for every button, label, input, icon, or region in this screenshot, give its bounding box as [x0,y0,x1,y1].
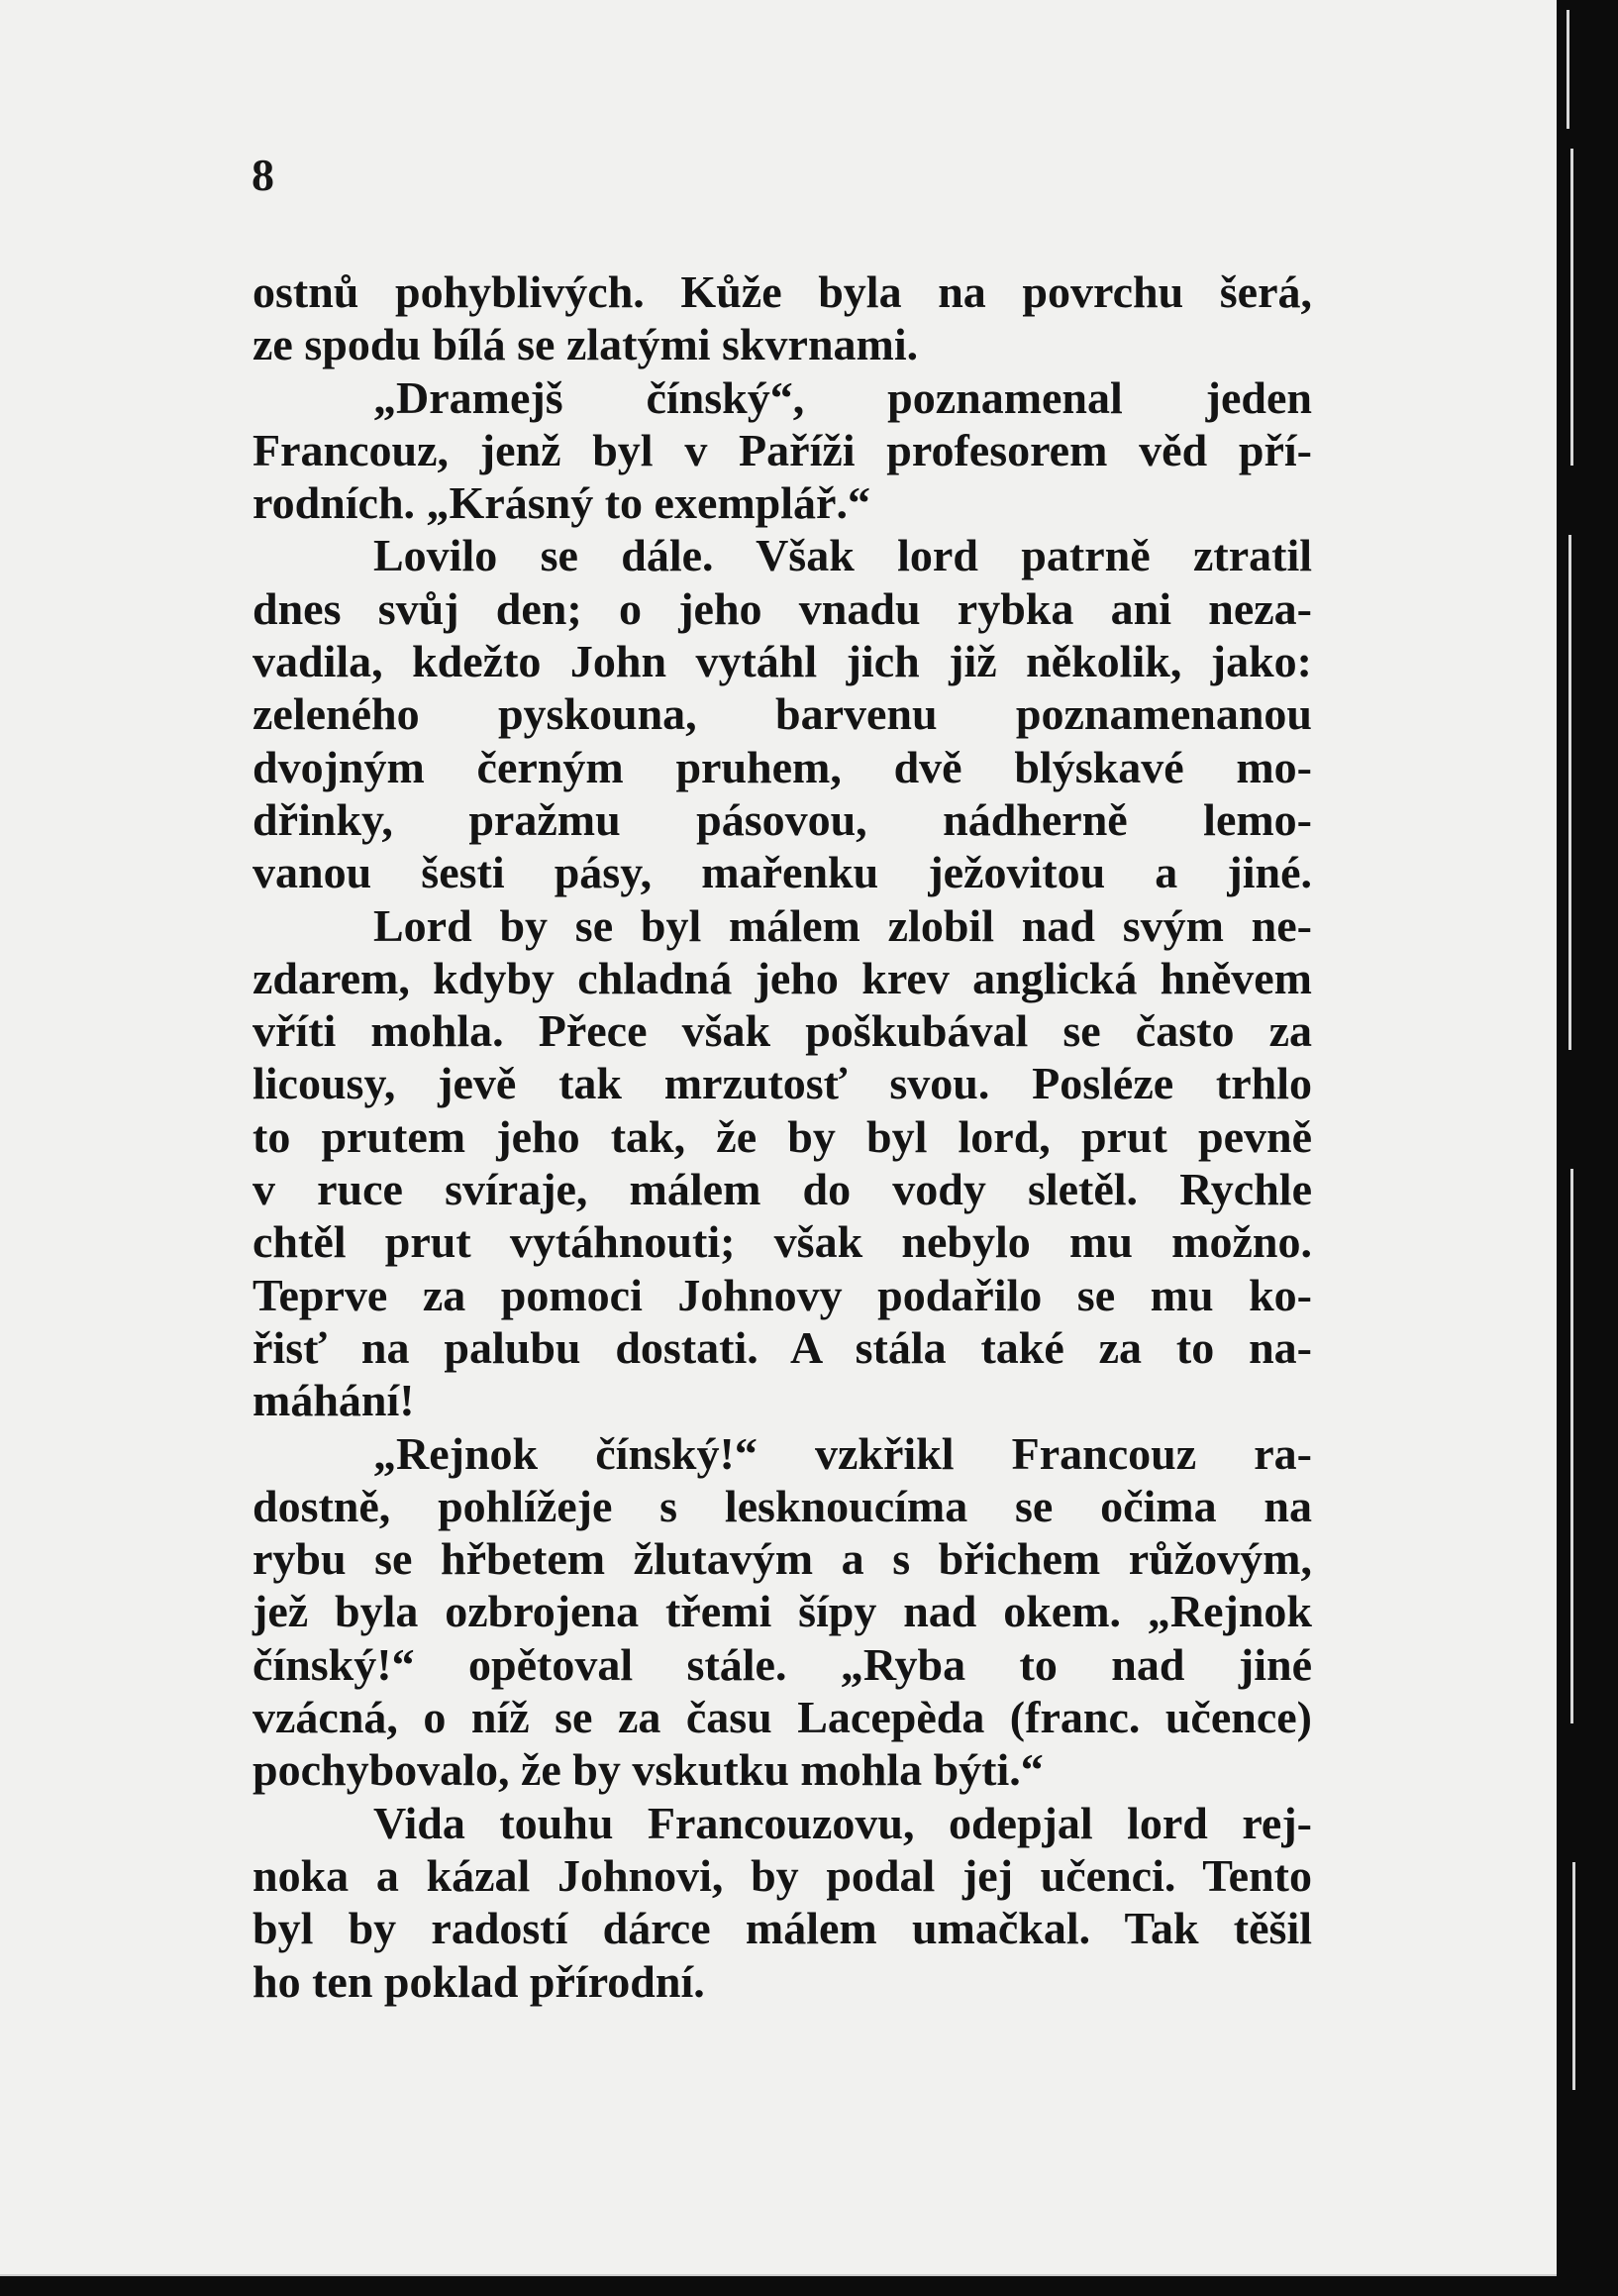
text-line: dřinky, pražmu pásovou, nádherně lemo- [253,793,1312,845]
text-line: chtěl prut vytáhnouti; však nebylo mu možno. [253,1216,1312,1268]
text-line: v ruce svíraje, málem do vody sletěl. Rychle [253,1164,1312,1215]
page-number: 8 [252,150,274,200]
text-line: Vida touhu Francouzovu, odepjal lord rej- [373,1797,1312,1848]
text-line: „Dramejš čínský“, poznamenal jeden [373,371,1312,423]
body-text [253,265,1312,2008]
text-line: ho ten poklad přírodní. [253,1955,705,2007]
text-line: vadila, kdežto John vytáhl jich již několik, jako: [253,636,1312,687]
text-line: dnes svůj den; o jeho vnadu rybka ani neza- [253,582,1312,634]
text-line: jež byla ozbrojena třemi šípy nad okem. „Rejnok [253,1586,1312,1637]
text-line: Lord by se byl málem zlobil nad svým ne- [373,899,1312,951]
text-line: zeleného pyskouna, barvenu poznamenanou [253,688,1312,740]
spine-thread [1570,149,1573,466]
text-line: čínský!“ opětoval stále. „Ryba to nad jiné [253,1638,1312,1690]
text-line: vříti mohla. Přece však poškubával se často za [253,1005,1312,1057]
text-line: Francouz, jenž byl v Paříži profesorem věd pří- [253,424,1312,475]
text-line: „Rejnok čínský!“ vzkřikl Francouz ra- [373,1427,1312,1479]
spine-thread [1568,535,1571,1050]
text-line: dvojným černým pruhem, dvě blýskavé mo- [253,741,1312,792]
text-line: řisť na palubu dostati. A stála také za to na- [253,1321,1312,1373]
spine-thread [1572,1862,1575,2090]
text-line: vanou šesti pásy, mařenku ježovitou a jiné. [253,847,1312,898]
text-line: rybu se hřbetem žlutavým a s břichem růžovým, [253,1533,1312,1585]
text-line: ostnů pohyblivých. Kůže byla na povrchu šerá, [253,266,1312,317]
text-line: Teprve za pomoci Johnovy podařilo se mu ko- [253,1269,1312,1320]
text-line: licousy, jevě tak mrzutosť svou. Posléze trhlo [253,1058,1312,1109]
text-line: noka a kázal Johnovi, by podal jej učenci. Tento [253,1849,1312,1901]
text-line: ze spodu bílá se zlatými skvrnami. [253,319,919,370]
text-line: Lovilo se dále. Však lord patrně ztratil [373,530,1312,581]
book-spine-edge [1557,0,1618,2296]
text-line: vzácná, o níž se za času Lacepèda (franc. učence) [253,1692,1312,1743]
text-line: zdarem, kdyby chladná jeho krev anglická hněvem [253,952,1312,1003]
text-line: máhání! [253,1375,415,1426]
text-line: dostně, pohlížeje s lesknoucíma se očima na [253,1480,1312,1531]
text-line: to prutem jeho tak, že by byl lord, prut pevně [253,1110,1312,1162]
text-line: rodních. „Krásný to exemplář.“ [253,477,870,529]
text-line: byl by radostí dárce málem umačkal. Tak těšil [253,1903,1312,1954]
text-line: pochybovalo, že by vskutku mohla býti.“ [253,1744,1044,1796]
spine-thread [1567,10,1569,129]
spine-thread [1570,1169,1573,1723]
